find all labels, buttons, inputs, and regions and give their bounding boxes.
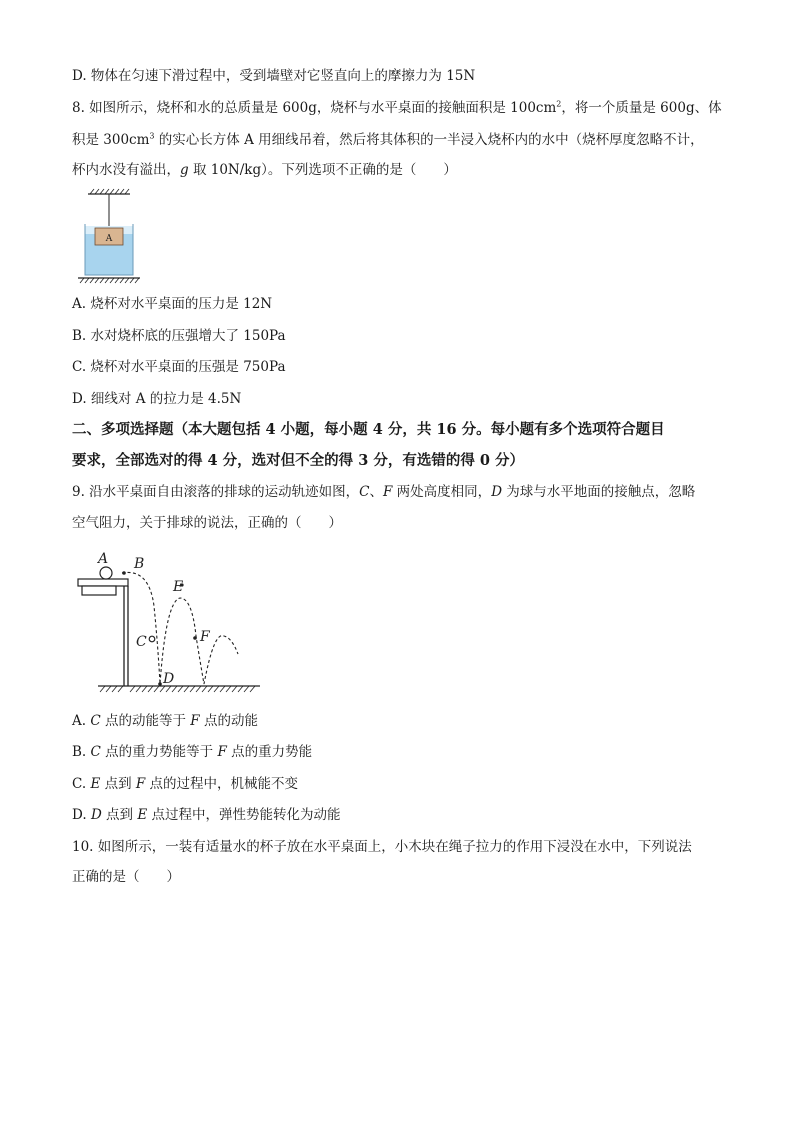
q8-option-b: B. 水对烧杯底的压强增大了 150Pa	[72, 328, 286, 344]
q9-l1-c2: 两处高度相同，	[392, 484, 492, 500]
q8-line2-b: 的实心长方体 A 用细线吊着，然后将其体积的一半浸入烧杯内的水中（烧杯厚度忽略不计，	[154, 132, 704, 148]
q8-stem-line3	[72, 160, 457, 180]
q9-point-c	[149, 636, 155, 642]
q8-line3-g: g	[180, 162, 189, 178]
q8-line1-b: ，将一个质量是 600g、体	[561, 100, 722, 116]
q9-opt-d-mid: 点到	[101, 807, 138, 823]
q9-opt-b-post: 点的重力势能	[226, 744, 313, 760]
q8-line1-sup: 2	[556, 99, 562, 109]
q8-line2-sup: 3	[149, 131, 155, 141]
q9-opt-a-post: 点的动能	[199, 713, 258, 729]
q10-stem-line2: 正确的是（ ）	[72, 869, 180, 885]
q8-line3-b: 取 10N/kg）。下列选项不正确的是（ ）	[188, 162, 457, 178]
q9-label-b: B	[134, 556, 145, 572]
q9-ball-a	[100, 567, 112, 579]
q7-option-d: D. 物体在匀速下滑过程中，受到墙壁对它竖直向上的摩擦力为 15N	[72, 68, 476, 84]
q9-opt-a-p1: C	[90, 713, 101, 729]
q10-stem-line1: 10. 如图所示，一装有适量水的杯子放在水平桌面上，小木块在绳子拉力的作用下浸没在水中，下列说法	[72, 839, 692, 855]
q9-option-c	[72, 774, 298, 794]
q8-line2-a: 积是 300cm	[72, 132, 150, 148]
q9-opt-a-mid: 点的动能等于	[100, 713, 191, 729]
q9-point-d	[158, 682, 162, 686]
q9-ground-hatch	[100, 686, 255, 692]
q9-opt-b-mid: 点的重力势能等于	[100, 744, 218, 760]
q9-point-f	[193, 636, 197, 640]
q9-l1-c: C	[359, 484, 370, 500]
q8-option-c: C. 烧杯对水平桌面的压强是 750Pa	[72, 359, 286, 375]
q9-stem-line2: 空气阻力，关于排球的说法，正确的（ ）	[72, 515, 342, 531]
q9-table-drawer	[82, 586, 116, 595]
q9-opt-b-pre: B.	[72, 744, 91, 760]
q9-stem-line1	[72, 482, 695, 502]
q9-option-d	[72, 805, 341, 825]
q9-opt-d-p2: E	[137, 807, 148, 823]
q9-opt-d-p1: D	[90, 807, 102, 823]
q9-label-a: A	[98, 551, 109, 567]
q9-l1-a: 9. 沿水平桌面自由滚落的排球的运动轨迹如图，	[72, 484, 360, 500]
q9-l1-e: 为球与水平地面的接触点，忽略	[502, 484, 696, 500]
q8-stem-line2	[72, 130, 704, 150]
q8-block-label: A	[105, 234, 113, 244]
q9-opt-b-p1: C	[90, 744, 101, 760]
q9-trajectory-figure	[74, 546, 264, 696]
q8-ceiling-hatch	[90, 189, 129, 194]
q8-option-a: A. 烧杯对水平桌面的压力是 12N	[72, 296, 273, 312]
q9-label-f: F	[200, 629, 210, 645]
q9-option-a	[72, 711, 258, 731]
q9-table-top	[78, 579, 128, 586]
q9-l1-b: 、	[369, 484, 384, 500]
q9-opt-a-pre: A.	[72, 713, 91, 729]
q9-label-c: C	[136, 634, 147, 650]
q9-opt-d-post: 点过程中，弹性势能转化为动能	[147, 807, 341, 823]
q8-stem-line1	[72, 98, 722, 118]
q9-label-d: D	[163, 671, 175, 687]
q9-opt-c-p1: E	[90, 776, 101, 792]
q9-opt-d-pre: D.	[72, 807, 91, 823]
q8-beaker-figure	[78, 186, 142, 286]
section2-header-line1: 二、多项选择题（本大题包括 4 小题，每小题 4 分，共 16 分。每小题有多个选项符合题目	[72, 421, 665, 438]
q8-table-hatch	[80, 278, 139, 283]
q9-opt-c-pre: C.	[72, 776, 91, 792]
q9-option-b	[72, 742, 312, 762]
q9-l1-f: F	[383, 484, 393, 500]
q9-opt-c-mid: 点到	[100, 776, 136, 792]
q9-l1-d: D	[491, 484, 503, 500]
q9-opt-c-post: 点的过程中，机械能不变	[145, 776, 299, 792]
q9-opt-a-p2: F	[190, 713, 200, 729]
q9-label-e: E	[173, 579, 184, 595]
section2-header-line2: 要求，全部选对的得 4 分，选对但不全的得 3 分，有选错的得 0 分）	[72, 452, 525, 469]
q9-opt-b-p2: F	[217, 744, 227, 760]
q8-line3-a: 杯内水没有溢出，	[72, 162, 180, 178]
q8-line1-a: 8. 如图所示，烧杯和水的总质量是 600g，烧杯与水平桌面的接触面积是 100cm	[72, 100, 557, 116]
q8-option-d: D. 细线对 A 的拉力是 4.5N	[72, 391, 242, 407]
q9-opt-c-p2: F	[135, 776, 146, 792]
q9-point-b	[122, 571, 126, 575]
